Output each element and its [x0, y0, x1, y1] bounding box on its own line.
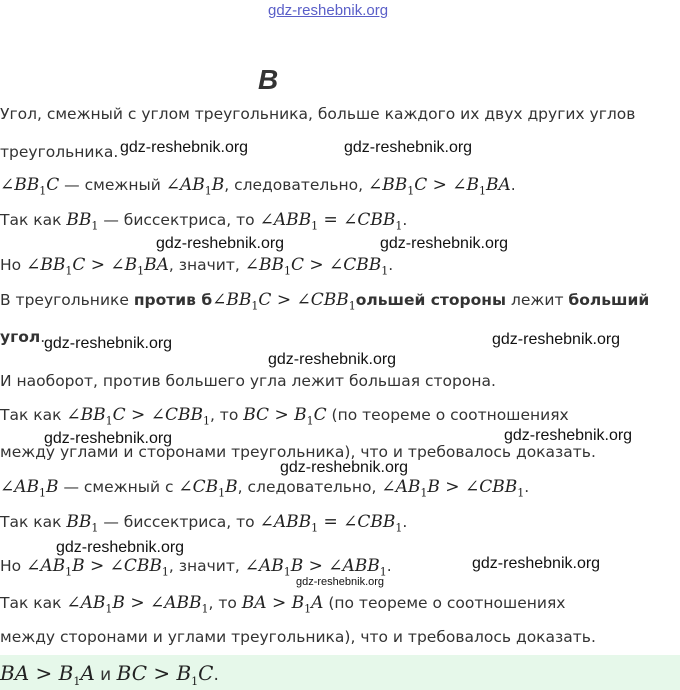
text-line-6: В треугольнике против $б\angle BB_1C$ > $\angle CBB_1ольшей$ стороны лежит больший [0, 290, 650, 313]
text-line-9: Так как $\angle BB_1C$ > $\angle CBB_1$, то BC > $B_1C$ (по теореме о соотношениях [0, 405, 569, 428]
section-letter: B [258, 64, 279, 95]
watermark: gdz-reshebnik.org [56, 539, 185, 556]
text-line-4: Так как $BB_1$ — биссектриса, то $\angle ABB_1$ = $\angle CBB_1$. [0, 210, 408, 233]
watermark: gdz-reshebnik.org [44, 335, 173, 352]
answer-line: BA > $B_1A$ и BC > $B_1C$. [0, 661, 219, 688]
math: $\angle AB_1B$ > $\angle CBB_1$ [381, 477, 525, 500]
text-line-1: Угол, смежный с углом треугольника, больше каждого их двух других углов [0, 105, 636, 123]
math: $\angle ABB_1$ = $\angle CBB_1$ [259, 210, 403, 233]
math: $\angle AB_1B$ [165, 175, 225, 198]
watermark-small: gdz-reshebnik.org [296, 576, 385, 588]
watermark: gdz-reshebnik.org [492, 331, 621, 348]
math: $\angle ABB_1$ = $\angle CBB_1$ [259, 512, 403, 535]
watermark: gdz-reshebnik.org [380, 235, 509, 252]
math: $\angle AB_1B$ > $\angle ABB_1$ [66, 593, 209, 616]
math: $\angle AB_1B$ > $\angle ABB_1$ [244, 556, 387, 579]
math: $\angle BB_1C$ > $\angle CBB_1$ [244, 255, 389, 278]
math: $\angle BB_1C$ > $\angle B_1BA$ [367, 175, 511, 198]
text-line-14: Так как $\angle AB_1B$ > $\angle ABB_1$, то BA > $B_1A$ (по теореме о соотношениях [0, 593, 566, 616]
text-line-12: Так как $BB_1$ — биссектриса, то $\angle ABB_1$ = $\angle CBB_1$. [0, 512, 408, 535]
text-line-5: Но $\angle BB_1C$ > $\angle B_1BA$, значит, $\angle BB_1C$ > $\angle CBB_1$. [0, 255, 394, 278]
text-line-8: И наоборот, против большего угла лежит большая сторона. [0, 372, 496, 390]
text-line-7: угол. [0, 328, 46, 346]
watermark: gdz-reshebnik.org [268, 351, 397, 368]
math: BA > $B_1A$ [0, 661, 95, 688]
watermark: gdz-reshebnik.org [504, 427, 633, 444]
watermark: gdz-reshebnik.org [472, 555, 601, 572]
math: $\angle BB_1C$ [0, 175, 60, 198]
watermark-top-link[interactable]: gdz-reshebnik.org [268, 2, 389, 19]
math: $\angle BB_1C$ > $\angle CBB_1$ [66, 405, 210, 428]
answer-box [0, 655, 680, 690]
watermark: gdz-reshebnik.org [344, 139, 473, 156]
text-line-13: Но $\angle AB_1B$ > $\angle CBB_1$, значит, $\angle AB_1B$ > $\angle ABB_1$. [0, 556, 392, 579]
math: BA > $B_1A$ [241, 593, 324, 616]
watermark: gdz-reshebnik.org [120, 139, 249, 156]
text-line-15: между сторонами и углами треугольника), что и требовалось доказать. [0, 628, 596, 646]
math: $\angle AB_1B$ > $\angle CBB_1$ [26, 556, 169, 579]
text-line-2: треугольника. [0, 143, 119, 161]
math: BC > $B_1C$ [243, 405, 327, 428]
math: $\angle CB_1B$ [178, 477, 238, 500]
text-line-11: $\angle AB_1B$ — смежный с $\angle CB_1B$, следовательно, $\angle AB_1B$ > $\angle CBB_1$. [0, 477, 530, 500]
math: BC > $B_1C$ [116, 661, 214, 688]
watermark: gdz-reshebnik.org [44, 430, 173, 447]
watermark: gdz-reshebnik.org [280, 459, 409, 476]
text-line-3: $\angle BB_1C$ — смежный $\angle AB_1B$, следовательно, $\angle BB_1C$ > $\angle B_1BA$. [0, 175, 516, 198]
math: $\angle BB_1C$ > $\angle B_1BA$ [26, 255, 169, 278]
math: $BB_1$ [66, 512, 99, 535]
text-line-10: между углами и сторонами треугольника), что и требовалось доказать. [0, 443, 596, 461]
math: $\angle AB_1B$ [0, 477, 59, 500]
watermark: gdz-reshebnik.org [156, 235, 285, 252]
math: $\angle BB_1C$ > $\angle CBB_1$ [212, 290, 356, 313]
math: $BB_1$ [66, 210, 99, 233]
